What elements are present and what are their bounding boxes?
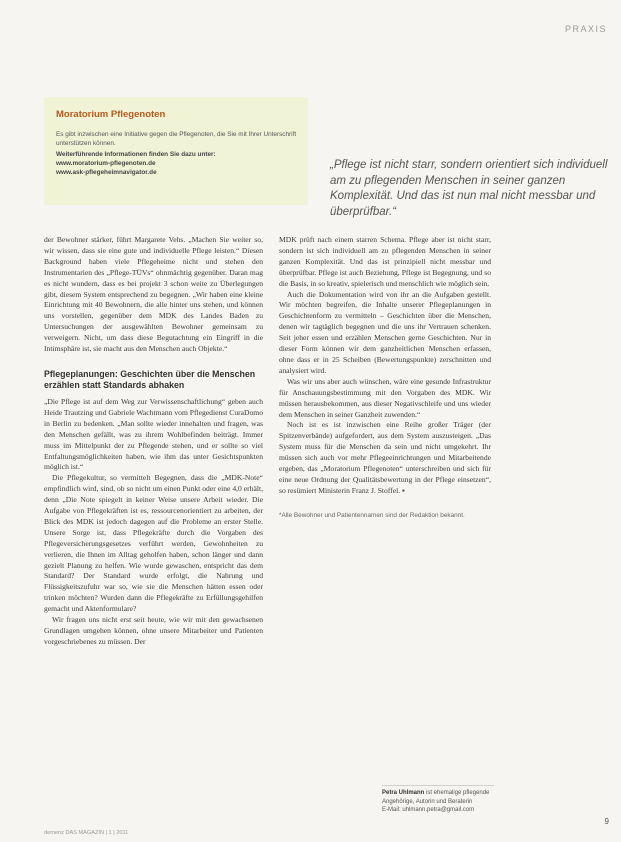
info-box-more — [56, 150, 304, 177]
article-column-left — [44, 235, 263, 648]
subheading: Pflegeplanungen: Geschichten über die Menschen erzählen statt Standards abhaken — [44, 368, 256, 391]
info-box-link[interactable]: www.moratorium-pflegenoten.de — [56, 160, 156, 167]
paragraph: Was wir uns aber auch wünschen, wäre eine gesunde Infrastruktur für Anschauungsbestimmung mit den Vorgaben des MDK. Wir müssen herausbekommen, aus dieser Negativschleife und uns wieder dem Menschen in seiner Ganzheit zuwenden.“ — [279, 376, 491, 419]
author-name: Petra Uhlmann — [382, 790, 425, 796]
author-email[interactable]: E-Mail: uhlmann.petra@gmail.com — [382, 807, 475, 813]
paragraph: Wir fragen uns nicht erst seit heute, wie wir mit den gewachsenen Grundlagen umgehen können, ohne unsere Mitarbeiter und Patienten vorgeschriebenes zu müssen. Der — [44, 615, 263, 646]
info-box — [44, 97, 308, 205]
paragraph: Die Pflegekultur, so vermittelt Begegnen, dass die „MDK-Note“ empfindlich wird, sind, ob so nicht um einen Punkt oder eine 4,0 erhält, denn „Die Note spiegelt in keiner Weise unsere Arbeit wieder. Die Aufgabe von Pflegekräften ist es, ressourcenorientiert zu arbeiten, der Blick des MDK ist jedoch dagegen auf die Probleme an erster Stelle. Unsere Sorge ist, dass Pflegekräfte durch die Vorgaben des Pflegeversicherungsgesetzes verführt werden, Gewohnheiten zu verlieren, die Ihnen im Alltag geholfen haben, schon länger und dann gezielt Planung zu helfen. Wie wurde gewaschen, entspricht das dem Standard? Der Standard wurde erfolgt, die Nahrung und Flüssigkeitszufuhr war so, wie sie die Menschen hätten essen oder trinken möchten? Wurden dann die Pflegekräfte zu Erfüllungsgehilfen gemacht und Aktenformulare? — [44, 473, 263, 614]
article-column-right — [279, 235, 491, 520]
footnote: *Alle Bewohner und Patientennamen sind der Redaktion bekannt. — [279, 511, 465, 519]
info-box-more-label: Weiterführende Informationen finden Sie dazu unter: — [56, 151, 216, 158]
info-box-body: Es gibt inzwischen eine Initiative gegen die Pflegenoten, die Sie mit Ihrer Unterschrift unterstützen können. — [56, 131, 297, 147]
paragraph: Auch die Dokumentation wird von ihr an die Aufgaben gestellt. Wir möchten begreifen, die Inhalte unserer Pflegeplanungen in Geschichtenform zu vermitteln – Geschichten über die Menschen, denen wir tagtäglich begegnen und die uns ihr Vertrauen schenken. Seit jeher essen und erzählen Menschen gerne Geschichten. Nur in dieser Form können wir dem ganzheitlichen Menschen erfassen, ohne dass er in 25 Scheiben (Bewertungspunkte) zerschnitten und analysiert wird. — [279, 289, 491, 375]
paragraph: der Bewohner stärker, führt Margarete Vehs. „Machen Sie weiter so, wir wissen, dass sie eine gute und individuelle Pflege leisten.“ Diesen Background haben viele Pflegeheime nicht und stehen den Instrumentarien des „Pflege-TÜVs“ ohnmächtig gegenüber. Daran mag es nicht wundern, dass es bei projekt 3 schon weite zu Überlegungen gibt, diesem System entsprechend zu begegnen. „Wir haben eine kleine Einrichtung mit 40 Bewohnern, die alle hinter uns stehen, und können uns vorstellen, gegenüber dem MDK des Landes Baden zu Untersuchungen der ausgewählten Bewohner gemeinsam zu verweigern. Nicht, um dass diese Begutachtung ein Eingriff in die Intimsphäre ist, sie macht aus den Menschen auch Objekte.“ — [44, 235, 263, 354]
author-box — [382, 785, 494, 815]
author-role: ist ehemalige pflegende Angehörige, Autorin und Beraterin — [382, 790, 490, 805]
paragraph: Noch ist es ist inzwischen eine Reihe großer Träger (der Spitzenverbände) aufgefordert, aus dem System auszusteigen. „Das System muss für die Menschen da sein und nicht umgekehrt. Ihr müssen sich auch vor mehr Pflegeeinrichtungen und Mitarbeitende ergeben, das „Moratorium Pflegenoten“ unterschreiben und sich für eine neue Ordnung der Qualitätsbewertung in der Pflege einsetzen“, so resümiert Ministerin Franz J. Stoffel. ▪ — [279, 420, 491, 495]
paragraph: „Die Pflege ist auf dem Weg zur Verwissenschaftlichung“ geben auch Heide Trautzing und Gabriele Wachtmann vom Pflegedienst CuraDomo in Berlin zu bedenken. „Man sollte wieder innehalten und fragen, was den Menschen gefällt, was zu ihrem Wohlbefinden beiträgt. Immer muss im Mittelpunkt der zu Pflegende stehen, und er sollte so viel Entfaltungsmöglichkeiten haben, wie ihm das unter Gesichtspunkten möglich ist.“ — [44, 396, 263, 472]
info-box-link[interactable]: www.ask-pflegeheimnavigator.de — [56, 169, 157, 176]
paragraph: MDK prüft nach einem starren Schema. Pflege aber ist nicht starr, sondern ist sich individuell am zu pflegenden Menschen in seiner ganzen Komplexität. Und das ist prinzipiell nicht messbar und überprüfbar. Pflege ist auch Beziehung, Pflege ist Begegnung, und so die Basis, in so kreativ, spielerisch und menschlich wie möglich sein. — [279, 235, 491, 288]
section-label: PRAXIS — [564, 24, 607, 34]
info-box-title: Moratorium Pflegenoten — [56, 109, 166, 120]
footer-publication: demenz DAS MAGAZIN | 1 | 2011 — [44, 830, 129, 836]
page-number: 9 — [604, 817, 609, 826]
pull-quote: „Pflege ist nicht starr, sondern orientiert sich individuell am zu pflegenden Menschen in seiner ganzen Komplexität. Und das ist nun mal nicht messbar und überprüfbar.“ — [330, 159, 608, 218]
